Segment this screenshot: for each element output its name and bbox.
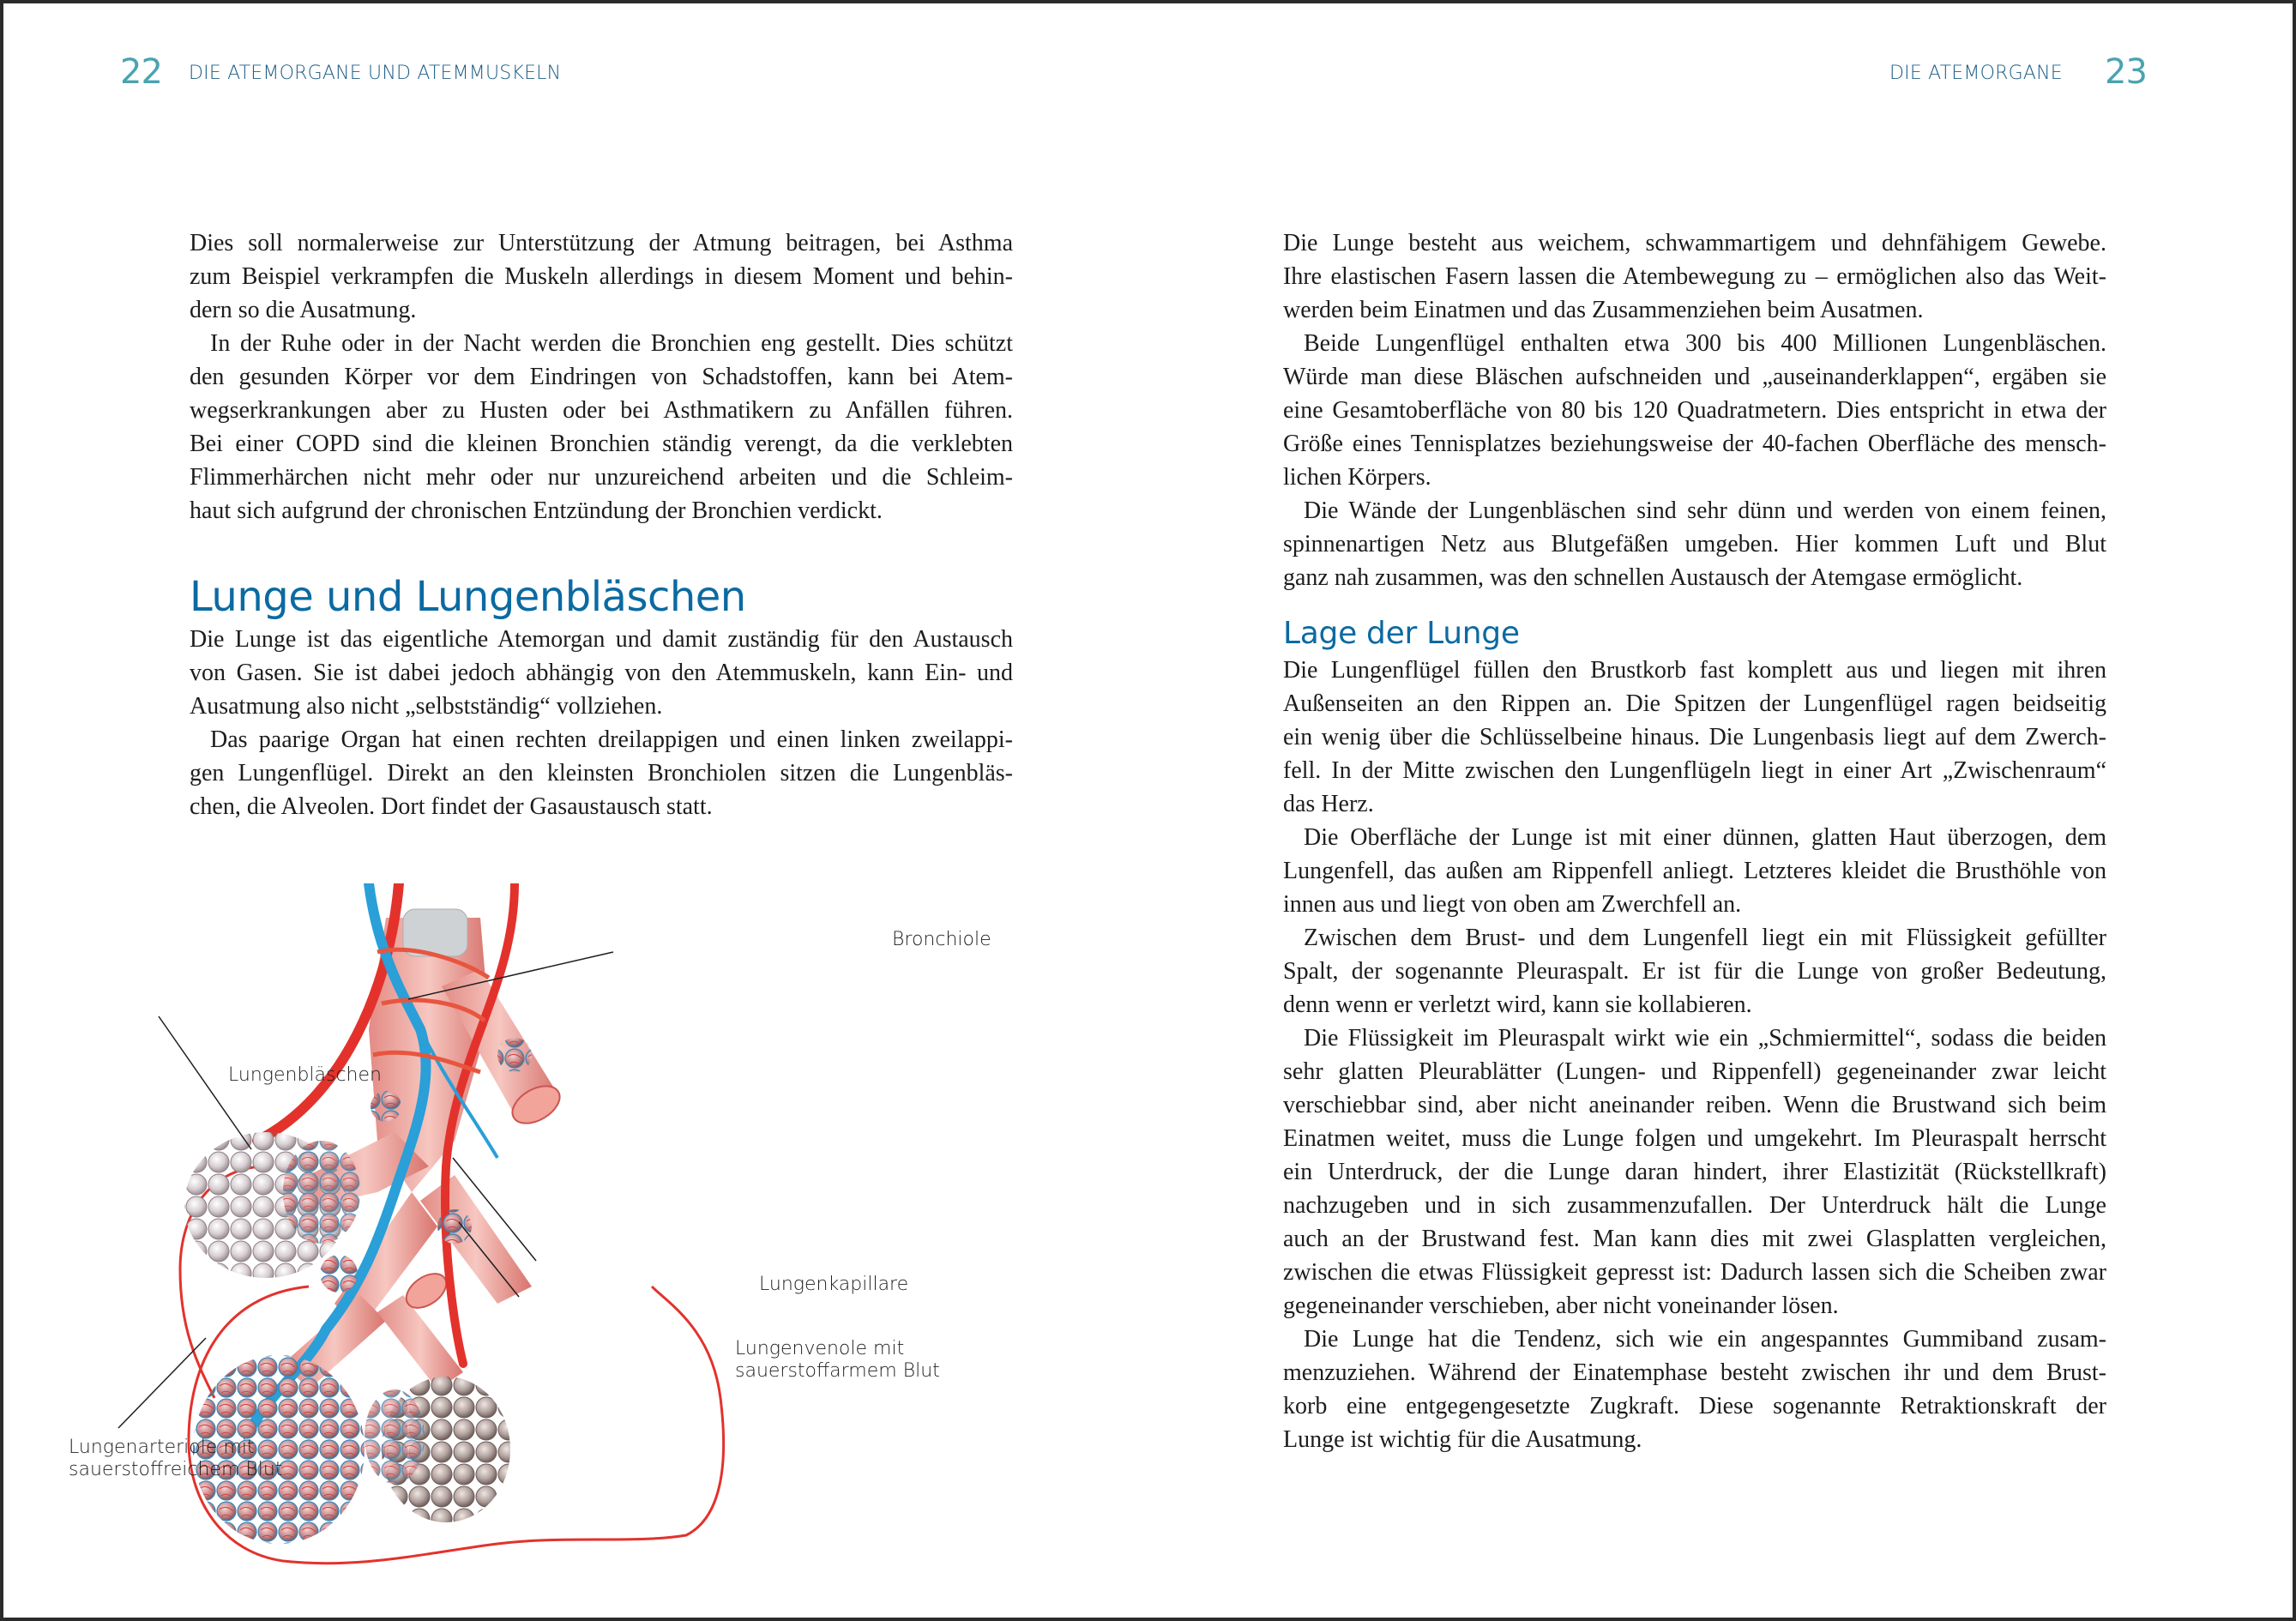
- text-line: Die Lunge ist das eigentliche Atemorgan und damit zuständig für den Austausch: [190, 626, 1013, 653]
- text-line: Spalt, der sogenannte Pleuraspalt. Er ist für die Lunge von großer Bedeutung,: [1283, 958, 2106, 985]
- text-line: Die Wände der Lungenbläschen sind sehr dünn und werden von einem feinen,: [1304, 497, 2106, 524]
- page-number-left: 22: [120, 52, 162, 92]
- label-lungenblaeschen: Lungenbläschen: [228, 1064, 382, 1086]
- text-line: von Gasen. Sie ist dabei jedoch abhängig von den Atemmuskeln, kann Ein- und: [190, 660, 1013, 686]
- text-line: werden beim Einatmen und das Zusammenziehen beim Ausatmen.: [1283, 297, 1924, 323]
- text-line: Die Flüssigkeit im Pleuraspalt wirkt wie ein „Schmiermittel“, sodass die beiden: [1304, 1025, 2106, 1052]
- running-header-left: DIE ATEMORGANE UND ATEMMUSKELN: [189, 63, 562, 84]
- text-line: Zwischen dem Brust- und dem Lungenfell liegt ein mit Flüssigkeit gefüllter: [1304, 925, 2106, 951]
- paragraph: [1283, 921, 2106, 1021]
- running-header-right: DIE ATEMORGANE: [1889, 63, 2063, 84]
- label-lungenarteriole-line1: Lungenarteriole mit: [69, 1437, 255, 1458]
- paragraph: [1283, 494, 2106, 594]
- text-line: ein wenig über die Schlüsselbeine hinaus. Die Lungenbasis liegt auf dem Zwerch-: [1283, 724, 2106, 750]
- text-line: Größe eines Tennisplatzes beziehungsweise der 40-fachen Oberfläche des mensch-: [1283, 431, 2106, 457]
- text-line: innen aus und liegt von oben am Zwerchfell an.: [1283, 891, 1742, 918]
- text-line: Ausatmung also nicht „selbstständig“ vollziehen.: [190, 693, 663, 720]
- right-section: [1283, 614, 2106, 1456]
- text-line: spinnenartigen Netz aus Blutgefäßen umgeben. Hier kommen Luft und Blut: [1283, 531, 2106, 557]
- page-number-right: 23: [2105, 52, 2147, 92]
- text-line: ein Unterdruck, der die Lunge daran hindert, ihrer Elastizität (Rückstellkraft): [1283, 1159, 2106, 1185]
- text-line: korb eine entgegengesetzte Zugkraft. Diese sogenannte Retraktionskraft der: [1283, 1393, 2106, 1419]
- text-line: Lunge ist wichtig für die Ausatmung.: [1283, 1426, 1642, 1453]
- label-lungenvenole-line1: Lungenvenole mit: [735, 1338, 905, 1359]
- lung-anatomy-drawing: [51, 883, 995, 1587]
- text-line: Ihre elastischen Fasern lassen die Atembewegung zu – ermöglichen also das Weit-: [1283, 263, 2106, 290]
- text-line: Lungenfell, das außen am Rippenfell anliegt. Letzteres kleidet die Brusthöhle von: [1283, 858, 2106, 884]
- text-line: Dies soll normalerweise zur Unterstützung der Atmung beitragen, bei Asthma: [190, 230, 1013, 256]
- left-intro-text: [190, 226, 1013, 527]
- alveoli-illustration: [51, 883, 995, 1587]
- text-line: Die Lunge hat die Tendenz, sich wie ein angespanntes Gummiband zusam-: [1304, 1326, 2106, 1353]
- text-line: menzuziehen. Während der Einatemphase besteht zwischen ihr und dem Brust-: [1283, 1359, 2106, 1386]
- text-line: dern so die Ausatmung.: [190, 297, 417, 323]
- paragraph: [190, 327, 1013, 527]
- text-line: Beide Lungenflügel enthalten etwa 300 bis 400 Millionen Lungenbläschen.: [1304, 330, 2106, 357]
- paragraph: [190, 226, 1013, 327]
- text-line: das Herz.: [1283, 791, 1374, 817]
- text-line: Außenseiten an den Rippen an. Die Spitzen der Lungenflügel ragen beidseitig: [1283, 690, 2106, 717]
- paragraph: [1283, 1021, 2106, 1323]
- text-line: eine Gesamtoberfläche von 80 bis 120 Quadratmetern. Dies entspricht in etwa der: [1283, 397, 2106, 424]
- text-line: Die Oberfläche der Lunge ist mit einer dünnen, glatten Haut überzogen, dem: [1304, 824, 2106, 851]
- text-line: gen Lungenflügel. Direkt an den kleinsten Bronchiolen sitzen die Lungenbläs-: [190, 760, 1013, 786]
- text-line: nachzugeben und in sich zusammenzufallen. Der Unterdruck hält die Lunge: [1283, 1192, 2106, 1219]
- text-line: auch an der Brustwand fest. Man kann dies mit zwei Glasplatten vergleichen,: [1283, 1226, 2106, 1252]
- text-line: Die Lunge besteht aus weichem, schwammartigem und dehnfähigem Gewebe.: [1283, 230, 2106, 256]
- section-heading-lunge: Lunge und Lungenbläschen: [190, 573, 746, 621]
- text-line: Würde man diese Bläschen aufschneiden und „auseinanderklappen“, ergäben sie: [1283, 364, 2106, 390]
- text-line: Die Lungenflügel füllen den Brustkorb fast komplett aus und liegen mit ihren: [1283, 657, 2106, 684]
- text-line: ganz nah zusammen, was den schnellen Austausch der Atemgase ermöglicht.: [1283, 564, 2023, 591]
- text-line: lichen Körpers.: [1283, 464, 1431, 491]
- paragraph: [1283, 327, 2106, 494]
- text-line: Bei einer COPD sind die kleinen Bronchien ständig verengt, da die verklebten: [190, 431, 1013, 457]
- text-line: Das paarige Organ hat einen rechten dreilappigen und einen linken zweilappi-: [210, 726, 1013, 753]
- paragraph: [190, 623, 1013, 723]
- text-line: den gesunden Körper vor dem Eindringen von Schadstoffen, kann bei Atem-: [190, 364, 1013, 390]
- text-line: sehr glatten Pleurablätter (Lungen- und Rippenfell) gegeneinander zwar leicht: [1283, 1058, 2106, 1085]
- label-lungenarteriole-line2: sauerstoffreichem Blut: [69, 1459, 283, 1480]
- text-line: chen, die Alveolen. Dort findet der Gasaustausch statt.: [190, 793, 713, 820]
- text-line: verschiebbar sind, aber nicht aneinander reiben. Wenn die Brustwand sich beim: [1283, 1092, 2106, 1118]
- paragraph: [190, 723, 1013, 823]
- text-line: zwischen die etwas Flüssigkeit gepresst ist: Dadurch lassen sich die Scheiben zwar: [1283, 1259, 2106, 1286]
- text-line: Flimmerhärchen nicht mehr oder nur unzureichend arbeiten und die Schleim-: [190, 464, 1013, 491]
- text-line: wegserkrankungen aber zu Husten oder bei Asthmatikern zu Anfällen führen.: [190, 397, 1013, 424]
- label-lungenkapillare: Lungenkapillare: [759, 1274, 909, 1295]
- left-section: [190, 571, 1013, 823]
- paragraph: [1283, 654, 2106, 821]
- text-line: Einatmen weitet, muss die Lunge folgen und umgekehrt. Im Pleuraspalt herrscht: [1283, 1125, 2106, 1152]
- text-line: fell. In der Mitte zwischen den Lungenflügeln liegt in einer Art „Zwischenraum“: [1283, 757, 2106, 784]
- text-line: In der Ruhe oder in der Nacht werden die Bronchien eng gestellt. Dies schützt: [210, 330, 1013, 357]
- label-bronchiole: Bronchiole: [892, 929, 991, 950]
- label-lungenvenole-line2: sauerstoffarmem Blut: [735, 1360, 940, 1382]
- text-line: gegeneinander verschieben, aber nicht voneinander lösen.: [1283, 1293, 1839, 1319]
- paragraph: [1283, 226, 2106, 327]
- text-line: denn wenn er verletzt wird, kann sie kollabieren.: [1283, 991, 1752, 1018]
- section-heading-lage: Lage der Lunge: [1283, 616, 1520, 651]
- paragraph: [1283, 1323, 2106, 1456]
- paragraph: [1283, 821, 2106, 921]
- text-line: haut sich aufgrund der chronischen Entzündung der Bronchien verdickt.: [190, 497, 883, 524]
- text-line: zum Beispiel verkrampfen die Muskeln allerdings in diesem Moment und behin-: [190, 263, 1013, 290]
- right-intro-text: [1283, 226, 2106, 594]
